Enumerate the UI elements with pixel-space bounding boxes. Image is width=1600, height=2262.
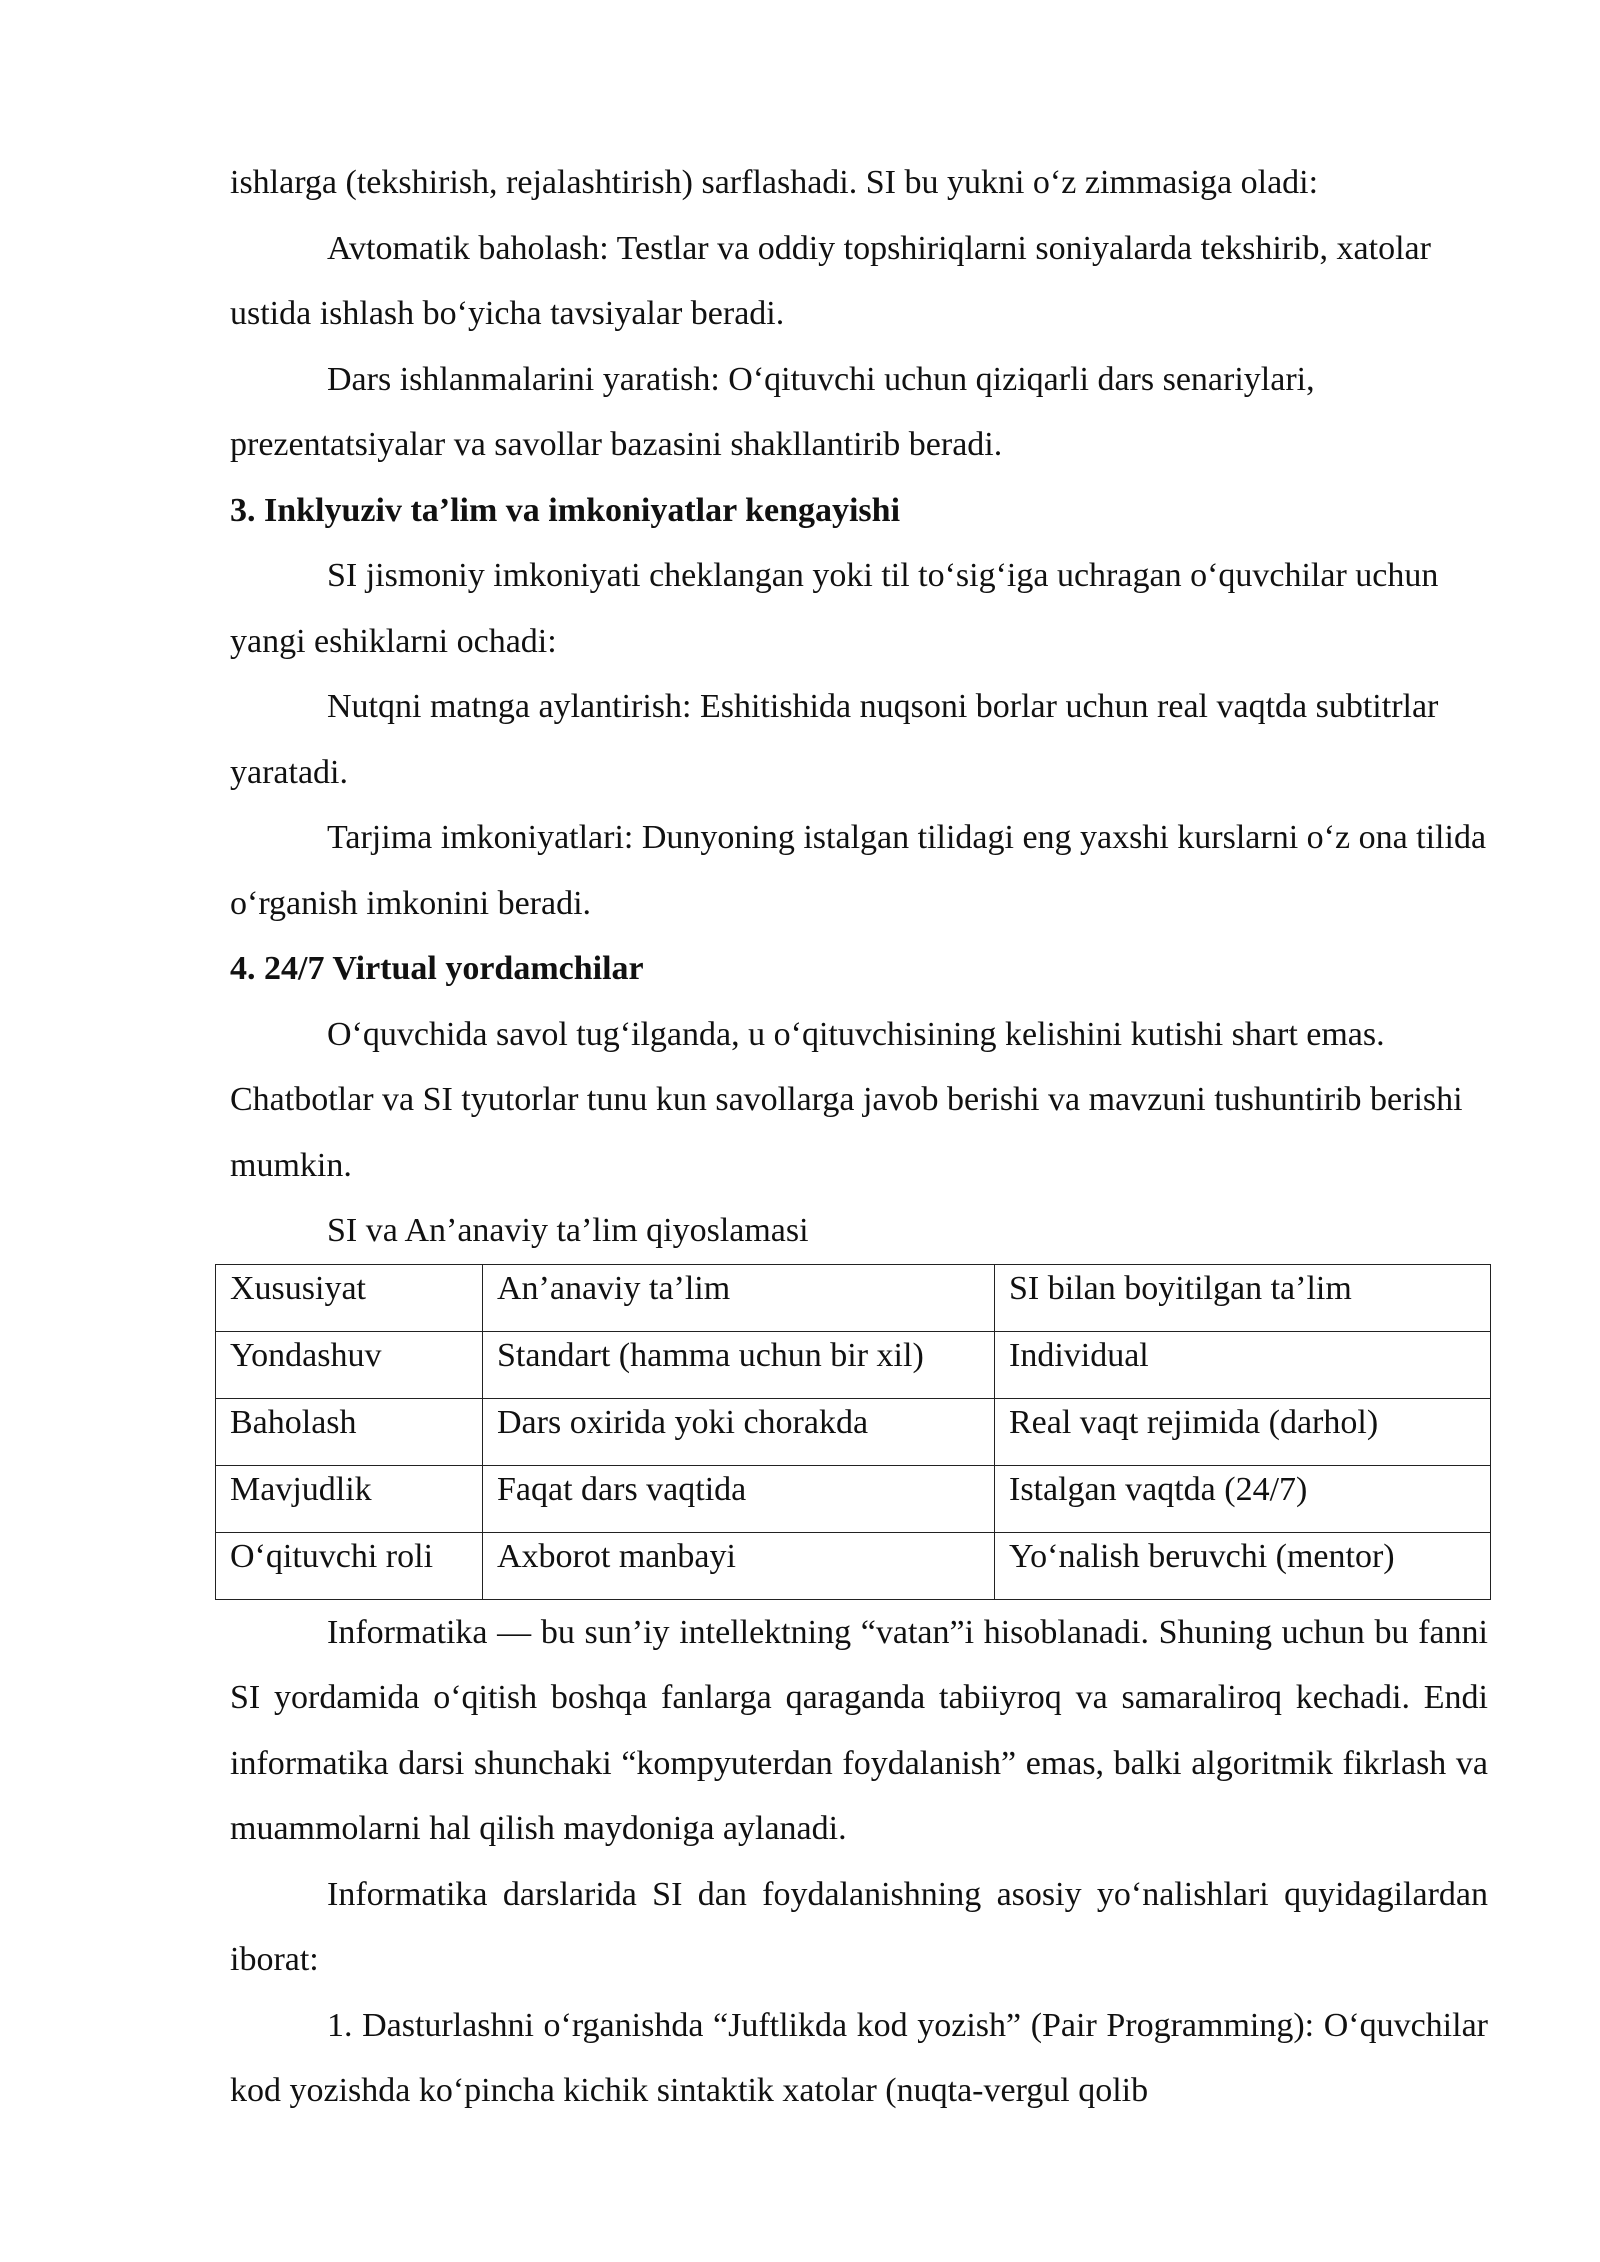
paragraph-automatic-grading: Avtomatik baholash: Testlar va oddiy topshiriqlarni soniyalarda tekshirib, xatolar ustida ishlash boʻyicha tavsiyalar beradi. bbox=[230, 229, 1431, 332]
table-header-cell: An’anaviy ta’lim bbox=[483, 1264, 995, 1331]
paragraph-informatics-homeland: Informatika — bu sun’iy intellektning “vatan”i hisoblanadi. Shuning uchun bu fanni SI yordamida oʻqitish boshqa fanlarga qaraganda tabiiyroq va samaraliroq kechadi. Endi informatika darsi shunchaki “kompyuterdan foydalanish” emas, balki algoritmik fikrlash va muammolarni hal qilish maydoniga aylanadi. bbox=[230, 1613, 1488, 1847]
table-header-cell: Xususiyat bbox=[216, 1264, 483, 1331]
table-row bbox=[216, 1398, 1491, 1465]
paragraph-continuation: ishlarga (tekshirish, rejalashtirish) sarflashadi. SI bu yukni oʻz zimmasiga oladi: bbox=[230, 164, 1319, 201]
paragraph-pair-programming: 1. Dasturlashni oʻrganishda “Juftlikda kod yozish” (Pair Programming): Oʻquvchilar kod yozishda koʻpincha kichik sintaktik xatolar (nuqta-vergul qolib bbox=[230, 2006, 1488, 2109]
paragraph-informatics-directions: Informatika darslarida SI dan foydalanishning asosiy yoʻnalishlari quyidagilardan iborat: bbox=[230, 1875, 1488, 1978]
table-cell: Istalgan vaqtda (24/7) bbox=[995, 1465, 1491, 1532]
table-caption: SI va An’anaviy ta’lim qiyoslamasi bbox=[327, 1212, 809, 1249]
section-heading-inclusive: 3. Inklyuziv ta’lim va imkoniyatlar kengayishi bbox=[230, 491, 901, 529]
table-header-cell: SI bilan boyitilgan ta’lim bbox=[995, 1264, 1491, 1331]
table-cell: Oʻqituvchi roli bbox=[216, 1532, 483, 1599]
paragraph-lesson-plans: Dars ishlanmalarini yaratish: Oʻqituvchi uchun qiziqarli dars senariylari, prezentatsiyalar va savollar bazasini shakllantirib beradi. bbox=[230, 360, 1315, 463]
table-cell: Dars oxirida yoki chorakda bbox=[483, 1398, 995, 1465]
table-cell: Baholash bbox=[216, 1398, 483, 1465]
section-heading-virtual-assistants: 4. 24/7 Virtual yordamchilar bbox=[230, 950, 644, 987]
table-header-row bbox=[216, 1264, 1491, 1331]
table-cell: Real vaqt rejimida (darhol) bbox=[995, 1398, 1491, 1465]
paragraph-inclusive-intro: SI jismoniy imkoniyati cheklangan yoki til toʻsigʻiga uchragan oʻquvchilar uchun yangi eshiklarni ochadi: bbox=[230, 557, 1439, 660]
comparison-table bbox=[215, 1264, 1491, 1600]
table-cell: Individual bbox=[995, 1331, 1491, 1398]
table-row bbox=[216, 1465, 1491, 1532]
table-row bbox=[216, 1331, 1491, 1398]
table-row bbox=[216, 1532, 1491, 1599]
table-cell: Yoʻnalish beruvchi (mentor) bbox=[995, 1532, 1491, 1599]
table-cell: Yondashuv bbox=[216, 1331, 483, 1398]
paragraph-speech-to-text: Nutqni matnga aylantirish: Eshitishida nuqsoni borlar uchun real vaqtda subtitrlar yaratadi. bbox=[230, 688, 1439, 791]
paragraph-translation: Tarjima imkoniyatlari: Dunyoning istalgan tilidagi eng yaxshi kurslarni oʻz ona tilida oʻrganish imkonini beradi. bbox=[230, 819, 1487, 922]
document-page bbox=[230, 150, 1488, 2124]
table-cell: Mavjudlik bbox=[216, 1465, 483, 1532]
table-cell: Axborot manbayi bbox=[483, 1532, 995, 1599]
table-cell: Standart (hamma uchun bir xil) bbox=[483, 1331, 995, 1398]
table-cell: Faqat dars vaqtida bbox=[483, 1465, 995, 1532]
paragraph-virtual-assistants: Oʻquvchida savol tugʻilganda, u oʻqituvchisining kelishini kutishi shart emas. Chatbotlar va SI tyutorlar tunu kun savollarga javob berishi va mavzuni tushuntirib berishi mumkin. bbox=[230, 1015, 1463, 1184]
